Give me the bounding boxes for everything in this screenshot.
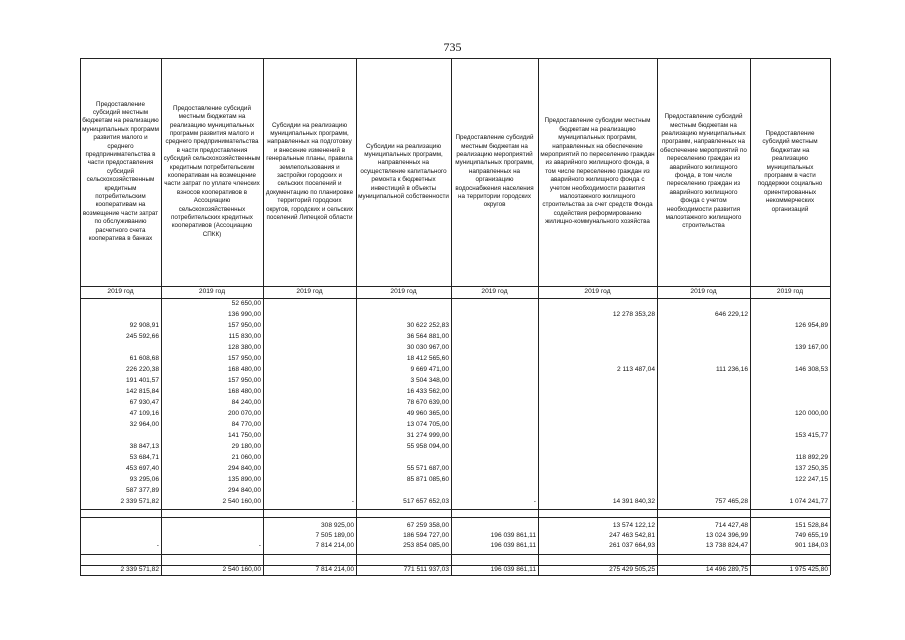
- column-header: Субсидии на реализацию муниципальных программ, направленных на подготовку и внесение изменений в генеральные планы, правила землепользования и застройки городских и сельских поселений и документацию по планировке территорий городских округов, городских и сельских поселений Липецкой области: [265, 121, 354, 222]
- table-cell: 247 463 542,81: [609, 532, 655, 539]
- table-cell: 1 975 425,80: [789, 566, 828, 573]
- year-label: 2019 год: [390, 288, 417, 295]
- table-cell: 294 840,00: [227, 487, 261, 494]
- table-cell: 32 964,00: [129, 421, 159, 428]
- column-header: Субсидии на реализацию муниципальных программ, направленных на осуществление капитального ремонта к бюджетных инвестиций в объекты муниципальной собственности: [358, 142, 449, 201]
- column-rule: [830, 58, 831, 575]
- table-cell: 757 465,28: [714, 498, 748, 505]
- column-header: Предоставление субсидии местным бюджетам на реализацию муниципальных программ, направленных на обеспечение мероприятий по переселению граждан из аварийного жилищного фонда, в том числе переселению граждан из аварийного жилищного фонда с учетом необходимости развития малоэтажного жилищного строительства за счет средств Фонда содействия реформированию жилищно-коммунального хозяйства: [540, 117, 655, 226]
- table-cell: 2 339 571,82: [120, 498, 159, 505]
- row-rule: [80, 575, 830, 576]
- table-cell: 120 000,00: [794, 410, 828, 417]
- table-cell: 142 815,84: [125, 388, 159, 395]
- table-cell: 226 220,38: [125, 366, 159, 373]
- year-label: 2019 год: [198, 288, 226, 295]
- table-cell: -: [351, 498, 354, 505]
- table-cell: 294 840,00: [227, 465, 261, 472]
- table-cell: 196 039 861,11: [490, 566, 536, 573]
- table-cell: 253 854 085,00: [403, 542, 449, 549]
- table-cell: 115 830,00: [228, 333, 261, 340]
- budget-table: [80, 58, 830, 575]
- table-cell: 2 540 160,00: [222, 498, 261, 505]
- table-cell: 7 814 214,00: [315, 542, 354, 549]
- table-cell: 14 391 840,32: [612, 498, 655, 505]
- table-cell: 38 847,13: [129, 443, 159, 450]
- table-cell: 453 697,40: [125, 465, 159, 472]
- table-cell: 749 655,19: [794, 532, 828, 539]
- table-cell: 146 308,53: [794, 366, 828, 373]
- table-cell: 196 039 861,11: [490, 532, 536, 539]
- column-header: Предоставление субсидий местным бюджетам на реализацию мероприятий муниципальных программ, направленных на организацию водоснабжения населения на территории городских округов: [455, 134, 534, 209]
- table-cell: 2 113 487,04: [616, 366, 655, 373]
- table-cell: 53 684,71: [129, 454, 159, 461]
- table-cell: 16 433 562,00: [406, 388, 449, 395]
- table-cell: 18 412 565,60: [406, 355, 449, 362]
- table-cell: 2 540 160,00: [222, 566, 261, 573]
- table-cell: 191 401,57: [125, 377, 159, 384]
- table-cell: 29 180,00: [231, 443, 261, 450]
- table-cell: 30 030 967,00: [406, 344, 449, 351]
- table-cell: 13 574 122,12: [612, 522, 655, 529]
- column-header: Предоставление субсидий местным бюджетам на реализацию муниципальных программ развития малого и среднего предпринимательства в части предоставления субсидий сельскохозяйственным кредитным потребительским кооперативам на возмещение части затрат по уплате членских взносов кооперативов в Ассоциацию сельскохозяйственных потребительских кредитных кооперативов (Ассоциацию СПКК): [163, 104, 261, 238]
- year-label: 2019 год: [296, 288, 323, 295]
- table-cell: 67 259 358,00: [406, 522, 449, 529]
- table-cell: 308 925,00: [320, 522, 354, 529]
- year-label: 2019 год: [776, 288, 804, 295]
- table-cell: 13 738 824,47: [705, 542, 748, 549]
- table-cell: 196 039 861,11: [490, 542, 536, 549]
- table-cell: 55 958 094,00: [406, 443, 449, 450]
- table-cell: 122 247,15: [794, 476, 828, 483]
- table-cell: 13 024 396,99: [705, 532, 748, 539]
- year-label: 2019 год: [690, 288, 717, 295]
- table-cell: 55 571 687,00: [406, 465, 449, 472]
- table-cell: 646 229,12: [714, 311, 748, 318]
- table-cell: -: [156, 542, 159, 549]
- table-cell: -: [258, 542, 261, 549]
- table-cell: 153 415,77: [794, 432, 828, 439]
- table-cell: 13 074 705,00: [406, 421, 449, 428]
- table-cell: 275 429 505,25: [609, 566, 655, 573]
- table-cell: 771 511 937,03: [403, 566, 449, 573]
- column-header: Предоставление субсидий местным бюджетам на реализацию муниципальных программ в части поддержки социально ориентированных некоммерческих организаций: [757, 129, 823, 213]
- table-cell: 200 070,00: [227, 410, 261, 417]
- table-cell: -: [533, 498, 536, 505]
- table-cell: 517 657 652,03: [403, 498, 449, 505]
- table-cell: 93 295,06: [129, 476, 159, 483]
- table-cell: 2 339 571,82: [120, 566, 159, 573]
- table-cell: 31 274 999,00: [406, 432, 449, 439]
- table-cell: 139 167,00: [794, 344, 828, 351]
- table-cell: 9 669 471,00: [410, 366, 449, 373]
- table-cell: 261 037 664,93: [609, 542, 655, 549]
- table-cell: 49 960 365,00: [406, 410, 449, 417]
- year-label: 2019 год: [584, 288, 611, 295]
- table-cell: 61 608,68: [129, 355, 159, 362]
- table-cell: 141 750,00: [227, 432, 261, 439]
- table-cell: 1 074 241,77: [789, 498, 828, 505]
- table-cell: 157 950,00: [227, 355, 261, 362]
- column-header: Предоставление субсидий местным бюджетам на реализацию муниципальных программ, направленных на обеспечение мероприятий по переселению граждан из аварийного жилищного фонда, в том числе переселению граждан из аварийного жилищного фонда с учетом необходимости развития малоэтажного жилищного строительства: [660, 113, 747, 230]
- page-number: 735: [443, 40, 462, 54]
- table-cell: 7 814 214,00: [315, 566, 354, 573]
- table-cell: 135 890,00: [227, 476, 261, 483]
- table-cell: 78 670 639,00: [406, 399, 449, 406]
- row-rule: [80, 554, 830, 555]
- table-cell: 67 930,47: [129, 399, 159, 406]
- table-cell: 128 380,00: [227, 344, 261, 351]
- row-rule: [80, 517, 830, 518]
- table-cell: 92 908,91: [129, 322, 159, 329]
- table-cell: 12 278 353,28: [612, 311, 655, 318]
- table-cell: 714 427,48: [714, 522, 748, 529]
- table-cell: 30 622 252,83: [406, 322, 449, 329]
- table-cell: 3 504 348,00: [410, 377, 449, 384]
- table-cell: 7 505 189,00: [315, 532, 354, 539]
- table-cell: 14 496 289,75: [705, 566, 748, 573]
- table-cell: 168 480,00: [227, 388, 261, 395]
- row-rule: [80, 509, 830, 510]
- table-cell: 84 770,00: [231, 421, 261, 428]
- table-cell: 118 892,29: [795, 454, 828, 461]
- table-cell: 186 594 727,00: [403, 532, 449, 539]
- table-cell: 111 236,16: [715, 366, 748, 373]
- table-cell: 245 592,66: [125, 333, 159, 340]
- table-cell: 85 871 085,60: [406, 476, 449, 483]
- table-cell: 151 528,84: [794, 522, 828, 529]
- table-cell: 36 564 881,00: [406, 333, 449, 340]
- table-cell: 21 060,00: [231, 454, 261, 461]
- year-label: 2019 год: [107, 288, 134, 295]
- table-cell: 168 480,00: [227, 366, 261, 373]
- table-cell: 587 377,89: [125, 487, 159, 494]
- table-cell: 52 650,00: [231, 300, 261, 307]
- table-cell: 157 950,00: [227, 322, 261, 329]
- table-cell: 157 950,00: [227, 377, 261, 384]
- column-header: Предоставление субсидий местным бюджетам на реализацию муниципальных программ развития малого и среднего предпринимательства в части предоставления субсидий сельскохозяйственным кредитным потребительским кооперативам на возмещение части затрат по обслуживанию расчетного счета кооператива в банках: [82, 100, 159, 243]
- table-cell: 84 240,00: [231, 399, 261, 406]
- year-label: 2019 год: [481, 288, 508, 295]
- table-cell: 47 109,16: [129, 410, 159, 417]
- table-cell: 137 250,35: [794, 465, 828, 472]
- table-cell: 901 184,03: [794, 542, 828, 549]
- table-cell: 136 990,00: [227, 311, 261, 318]
- table-cell: 126 954,89: [794, 322, 828, 329]
